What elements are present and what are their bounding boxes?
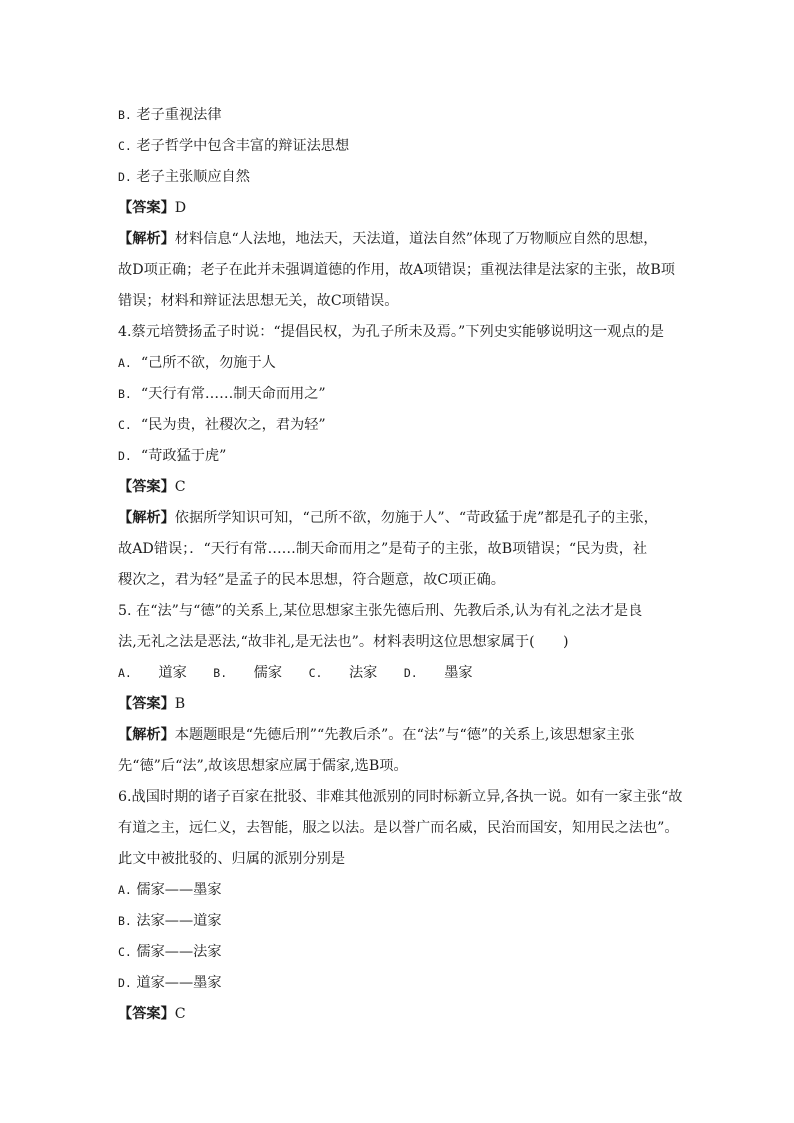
q5-options <box>118 658 678 689</box>
q6-stem: 6.战国时期的诸子百家在批驳、非难其他派别的同时标新立异,各执一说。如有一家主张“故 有道之主，远仁义，去智能，服之以法。是以誉广而名威，民治而国安，知用民之法也”。 此文中被批驳的、归属的派别分别是 <box>118 789 683 867</box>
q5-option-c: C. 法家 <box>308 665 378 681</box>
q5-option-b: B. 儒家 <box>213 665 283 681</box>
q3-answer: 【答案】D <box>118 200 187 216</box>
q4-stem: 4.蔡元培赞扬孟子时说：“提倡民权，为孔子所未及焉。”下列史实能够说明这一观点的是 <box>118 324 664 340</box>
q4-answer: 【答案】C <box>118 479 186 495</box>
q3-analysis: 【解析】材料信息“人法地，地法天，天法道，道法自然”体现了万物顺应自然的思想， 故D项正确；老子在此并未强调道德的作用，故A项错误；重视法律是法家的主张，故B项 错误；材料和辩证法思想无关，故C项错误。 <box>118 231 675 309</box>
q5-answer: 【答案】B <box>118 696 186 712</box>
q4-option-a: A. “己所不欲，勿施于人 <box>118 355 276 371</box>
q6-answer: 【答案】C <box>118 1006 186 1022</box>
q4-option-d: D. “苛政猛于虎” <box>118 448 227 464</box>
q4-option-c: C. “民为贵，社稷次之，君为轻” <box>118 417 326 433</box>
q4-analysis: 【解析】依据所学知识可知，“己所不欲，勿施于人”、“苛政猛于虎”都是孔子的主张， 故AD错误；．“天行有常……制天命而用之”是荀子的主张，故B项错误；“民为贵，社 稷次之，君为轻”是孟子的民本思想，符合题意，故C项正确。 <box>118 510 658 588</box>
q3-option-c: C. 老子哲学中包含丰富的辩证法思想 <box>118 138 350 154</box>
q3-option-d: D. 老子主张顺应自然 <box>118 169 250 185</box>
q5-option-d: D. 墨家 <box>403 665 473 681</box>
q6-option-c: C. 儒家——法家 <box>118 944 222 960</box>
document-page <box>118 100 683 1030</box>
q3-option-b: B. 老子重视法律 <box>118 107 222 123</box>
q6-option-b: B. 法家——道家 <box>118 913 222 929</box>
q5-stem: 5. 在“法”与“德”的关系上,某位思想家主张先德后刑、先教后杀,认为有礼之法才是良 法,无礼之法是恶法,“故非礼,是无法也”。材料表明这位思想家属于( ) <box>118 603 643 650</box>
q5-analysis: 【解析】本题题眼是“先德后刑”“先教后杀”。在“法”与“德”的关系上,该思想家主张 先“德”后“法”,故该思想家应属于儒家,选B项。 <box>118 727 635 774</box>
q6-option-a: A. 儒家——墨家 <box>118 882 222 898</box>
q4-option-b: B. “天行有常……制天命而用之” <box>118 386 326 402</box>
q5-option-a: A. 道家 <box>118 665 187 681</box>
q6-option-d: D. 道家——墨家 <box>118 975 222 991</box>
